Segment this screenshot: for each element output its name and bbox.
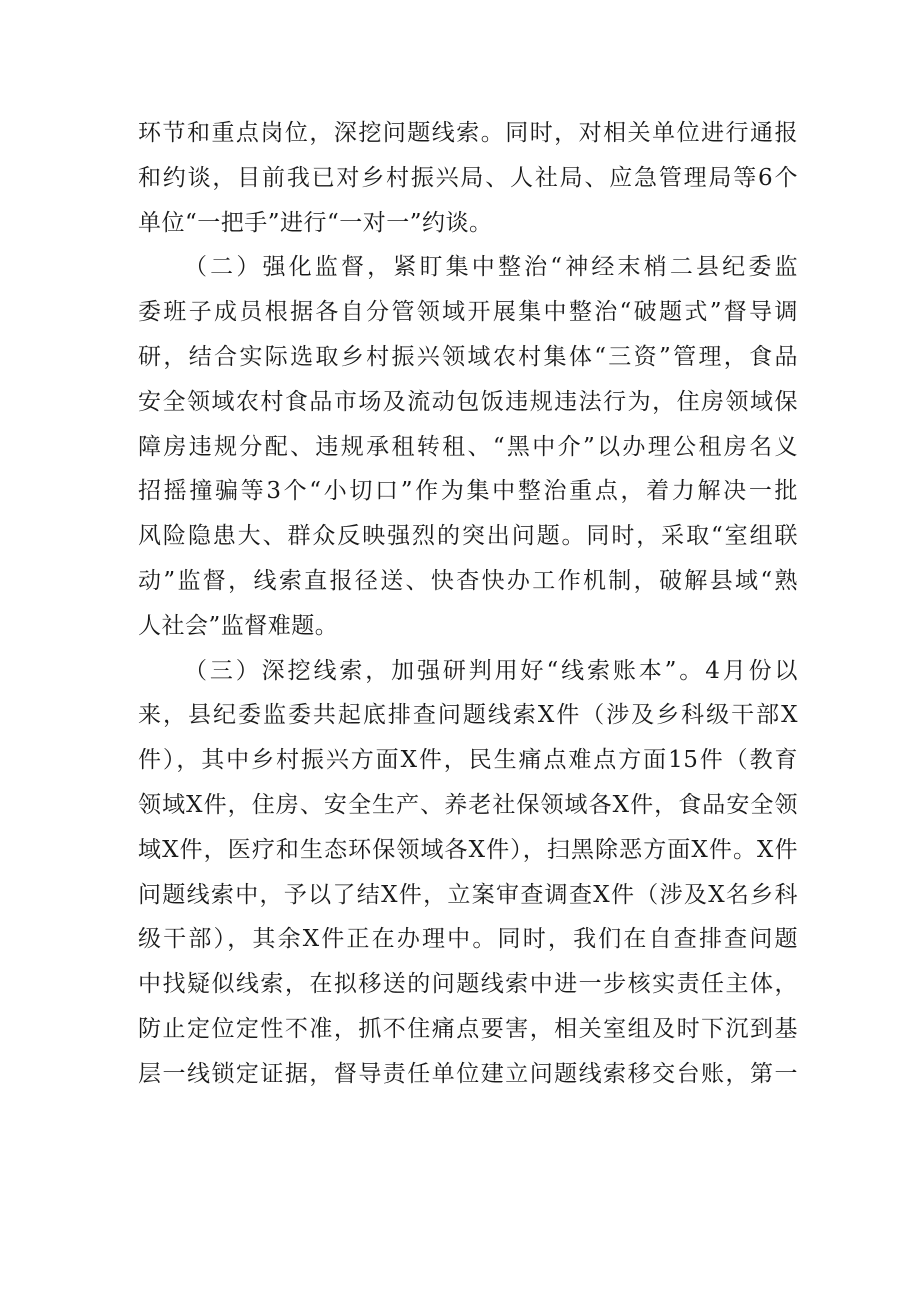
text-line: （二）强化监督，紧盯集中整治“神经末梢二县纪委监 xyxy=(184,254,798,281)
text-line: 问题线索中，予以了结X件，立案审查调查X件（涉及X名乡科 xyxy=(138,881,798,908)
text-line: 环节和重点岗位，深挖问题线索。同时，对相关单位进行通报 xyxy=(138,120,798,146)
text-line: 级干部），其余X件正在办理中。同时，我们在自查排查问题 xyxy=(138,926,798,953)
document-body xyxy=(138,111,798,1097)
text-line: 障房违规分配、违规承租转租、“黑中介”以办理公租房名义 xyxy=(138,433,798,460)
text-line: 层一线锁定证据，督导责任单位建立问题线索移交台账，第一 xyxy=(138,1060,798,1087)
text-line: 来，县纪委监委共起底排查问题线索X件（涉及乡科级干部X xyxy=(138,702,798,729)
paragraph xyxy=(138,111,798,245)
text-line: 风险隐患大、群众反映强烈的突出问题。同时，采取“室组联 xyxy=(138,523,798,550)
text-line: 动”监督，线索直报径送、快杳快办工作机制，破解县域“熟 xyxy=(138,567,798,594)
paragraph xyxy=(138,245,798,648)
text-line: 委班子成员根据各自分管领域开展集中整治“破题式”督导调 xyxy=(138,299,798,326)
text-line: 领域X件，住房、安全生产、养老社保领域各X件，食品安全领 xyxy=(138,791,798,818)
paragraph xyxy=(138,649,798,1097)
text-line: 防止定位定性不准，抓不住痛点要害，相关室组及时下沉到基 xyxy=(138,1015,798,1042)
text-line: 中找疑似线索，在拟移送的问题线索中进一步核实责任主体， xyxy=(138,971,798,998)
text-line: 和约谈，目前我已对乡村振兴局、人社局、应急管理局等6个 xyxy=(138,164,798,191)
text-line: 域X件，医疗和生态环保领域各X件），扫黑除恶方面X件。X件 xyxy=(138,836,798,863)
text-line: 安全领域农村食品市场及流动包饭违规违法行为，住房领域保 xyxy=(138,388,798,415)
text-line: 人社会”监督难题。 xyxy=(138,612,339,639)
text-line: 招摇撞骗等3个“小切口”作为集中整治重点，着力解决一批 xyxy=(138,478,798,505)
text-line: 件），其中乡村振兴方面X件，民生痛点难点方面15件（教育 xyxy=(138,747,798,774)
text-line: （三）深挖线索，加强研判用好“线索账本”。4月份以 xyxy=(184,657,798,684)
text-line: 研，结合实际选取乡村振兴领域农村集体“三资”管理，食品 xyxy=(138,343,798,370)
text-line: 单位“一把手”进行“一对一”约谈。 xyxy=(138,209,493,236)
